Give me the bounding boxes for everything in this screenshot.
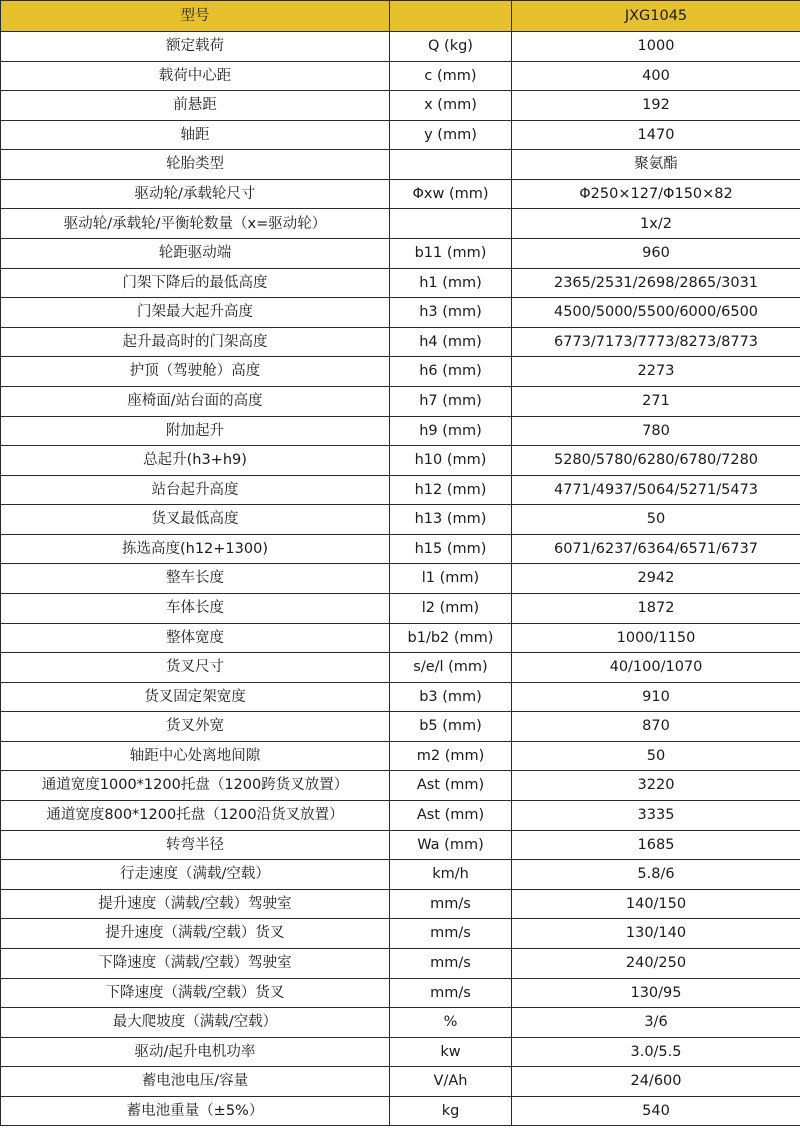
spec-name-cell: 下降速度（满载/空载）货叉: [1, 978, 390, 1008]
spec-unit-cell: [390, 150, 512, 180]
spec-value-cell: 140/150: [512, 889, 800, 919]
spec-unit-cell: mm/s: [390, 948, 512, 978]
spec-value-cell: 1685: [512, 830, 800, 860]
spec-name-cell: 提升速度（满载/空载）驾驶室: [1, 889, 390, 919]
header-model-value: JXG1045: [512, 1, 800, 32]
spec-value-cell: 960: [512, 239, 800, 269]
table-row: [1, 741, 800, 771]
table-row: [1, 32, 800, 62]
spec-unit-cell: m2 (mm): [390, 741, 512, 771]
spec-unit-cell: h7 (mm): [390, 386, 512, 416]
spec-name-cell: 轮距驱动端: [1, 239, 390, 269]
spec-value-cell: 271: [512, 386, 800, 416]
table-row: [1, 593, 800, 623]
spec-value-cell: 6071/6237/6364/6571/6737: [512, 534, 800, 564]
spec-unit-cell: mm/s: [390, 978, 512, 1008]
spec-name-cell: 护顶（驾驶舱）高度: [1, 357, 390, 387]
spec-unit-cell: c (mm): [390, 61, 512, 91]
table-row: [1, 150, 800, 180]
spec-value-cell: 870: [512, 712, 800, 742]
spec-unit-cell: l2 (mm): [390, 593, 512, 623]
table-row: [1, 771, 800, 801]
spec-unit-cell: h4 (mm): [390, 327, 512, 357]
spec-name-cell: 蓄电池重量（±5%）: [1, 1096, 390, 1126]
table-row: [1, 268, 800, 298]
spec-unit-cell: kg: [390, 1096, 512, 1126]
table-row: [1, 357, 800, 387]
spec-unit-cell: km/h: [390, 860, 512, 890]
spec-name-cell: 驱动轮/承载轮/平衡轮数量（x=驱动轮）: [1, 209, 390, 239]
spec-name-cell: 最大爬坡度（满载/空载）: [1, 1008, 390, 1038]
spec-unit-cell: l1 (mm): [390, 564, 512, 594]
table-row: [1, 327, 800, 357]
spec-unit-cell: Q (kg): [390, 32, 512, 62]
spec-name-cell: 整体宽度: [1, 623, 390, 653]
spec-value-cell: 2942: [512, 564, 800, 594]
spec-unit-cell: V/Ah: [390, 1067, 512, 1097]
spec-name-cell: 驱动/起升电机功率: [1, 1037, 390, 1067]
spec-value-cell: 540: [512, 1096, 800, 1126]
spec-name-cell: 驱动轮/承载轮尺寸: [1, 179, 390, 209]
spec-name-cell: 蓄电池电压/容量: [1, 1067, 390, 1097]
spec-unit-cell: Wa (mm): [390, 830, 512, 860]
spec-unit-cell: %: [390, 1008, 512, 1038]
spec-unit-cell: mm/s: [390, 919, 512, 949]
header-model-label: 型号: [1, 1, 390, 32]
spec-unit-cell: b3 (mm): [390, 682, 512, 712]
spec-value-cell: 3/6: [512, 1008, 800, 1038]
spec-name-cell: 座椅面/站台面的高度: [1, 386, 390, 416]
spec-value-cell: 5280/5780/6280/6780/7280: [512, 446, 800, 476]
spec-value-cell: 聚氨酯: [512, 150, 800, 180]
spec-name-cell: 门架最大起升高度: [1, 298, 390, 328]
table-row: [1, 475, 800, 505]
spec-value-cell: 24/600: [512, 1067, 800, 1097]
table-row: [1, 505, 800, 535]
table-row: [1, 298, 800, 328]
table-row: [1, 386, 800, 416]
spec-value-cell: 3220: [512, 771, 800, 801]
spec-value-cell: 780: [512, 416, 800, 446]
spec-name-cell: 行走速度（满载/空载）: [1, 860, 390, 890]
spec-unit-cell: kw: [390, 1037, 512, 1067]
spec-name-cell: 货叉尺寸: [1, 653, 390, 683]
spec-value-cell: 3.0/5.5: [512, 1037, 800, 1067]
table-row: [1, 830, 800, 860]
table-row: [1, 179, 800, 209]
table-row: [1, 1037, 800, 1067]
spec-name-cell: 总起升(h3+h9): [1, 446, 390, 476]
spec-value-cell: 2365/2531/2698/2865/3031: [512, 268, 800, 298]
spec-value-cell: 1x/2: [512, 209, 800, 239]
spec-name-cell: 货叉最低高度: [1, 505, 390, 535]
spec-unit-cell: h9 (mm): [390, 416, 512, 446]
spec-name-cell: 整车长度: [1, 564, 390, 594]
spec-name-cell: 提升速度（满载/空载）货叉: [1, 919, 390, 949]
spec-name-cell: 货叉固定架宽度: [1, 682, 390, 712]
spec-unit-cell: h1 (mm): [390, 268, 512, 298]
spec-unit-cell: h6 (mm): [390, 357, 512, 387]
table-row: [1, 564, 800, 594]
spec-unit-cell: h3 (mm): [390, 298, 512, 328]
spec-name-cell: 拣选高度(h12+1300): [1, 534, 390, 564]
spec-name-cell: 附加起升: [1, 416, 390, 446]
spec-name-cell: 额定载荷: [1, 32, 390, 62]
spec-unit-cell: Ast (mm): [390, 801, 512, 831]
spec-unit-cell: h12 (mm): [390, 475, 512, 505]
table-row: [1, 120, 800, 150]
table-row: [1, 534, 800, 564]
spec-name-cell: 载荷中心距: [1, 61, 390, 91]
spec-name-cell: 货叉外宽: [1, 712, 390, 742]
spec-unit-cell: h15 (mm): [390, 534, 512, 564]
table-row: [1, 948, 800, 978]
spec-value-cell: 400: [512, 61, 800, 91]
header-row: [1, 1, 800, 32]
spec-name-cell: 转弯半径: [1, 830, 390, 860]
table-row: [1, 978, 800, 1008]
spec-unit-cell: b1/b2 (mm): [390, 623, 512, 653]
spec-value-cell: 192: [512, 91, 800, 121]
spec-unit-cell: Φxw (mm): [390, 179, 512, 209]
spec-unit-cell: b11 (mm): [390, 239, 512, 269]
spec-unit-cell: Ast (mm): [390, 771, 512, 801]
spec-value-cell: 40/100/1070: [512, 653, 800, 683]
spec-name-cell: 通道宽度1000*1200托盘（1200跨货叉放置）: [1, 771, 390, 801]
table-row: [1, 682, 800, 712]
spec-name-cell: 轮胎类型: [1, 150, 390, 180]
table-row: [1, 416, 800, 446]
table-row: [1, 712, 800, 742]
spec-value-cell: 130/95: [512, 978, 800, 1008]
spec-unit-cell: mm/s: [390, 889, 512, 919]
table-row: [1, 653, 800, 683]
table-row: [1, 623, 800, 653]
spec-unit-cell: h10 (mm): [390, 446, 512, 476]
table-row: [1, 889, 800, 919]
header-unit-cell: [390, 1, 512, 32]
spec-name-cell: 门架下降后的最低高度: [1, 268, 390, 298]
table-row: [1, 446, 800, 476]
spec-value-cell: 4500/5000/5500/6000/6500: [512, 298, 800, 328]
table-row: [1, 801, 800, 831]
spec-value-cell: 1000/1150: [512, 623, 800, 653]
spec-unit-cell: x (mm): [390, 91, 512, 121]
spec-name-cell: 车体长度: [1, 593, 390, 623]
table-row: [1, 860, 800, 890]
spec-unit-cell: [390, 209, 512, 239]
spec-value-cell: 50: [512, 505, 800, 535]
spec-unit-cell: h13 (mm): [390, 505, 512, 535]
table-row: [1, 61, 800, 91]
spec-name-cell: 轴距中心处离地间隙: [1, 741, 390, 771]
table-row: [1, 239, 800, 269]
spec-value-cell: Φ250×127/Φ150×82: [512, 179, 800, 209]
spec-value-cell: 3335: [512, 801, 800, 831]
spec-table-body: [1, 32, 800, 1126]
spec-unit-cell: b5 (mm): [390, 712, 512, 742]
spec-unit-cell: s/e/l (mm): [390, 653, 512, 683]
spec-name-cell: 起升最高时的门架高度: [1, 327, 390, 357]
spec-value-cell: 130/140: [512, 919, 800, 949]
spec-name-cell: 通道宽度800*1200托盘（1200沿货叉放置）: [1, 801, 390, 831]
spec-unit-cell: y (mm): [390, 120, 512, 150]
spec-value-cell: 6773/7173/7773/8273/8773: [512, 327, 800, 357]
table-row: [1, 1096, 800, 1126]
table-row: [1, 91, 800, 121]
spec-value-cell: 1872: [512, 593, 800, 623]
spec-value-cell: 1470: [512, 120, 800, 150]
spec-name-cell: 前悬距: [1, 91, 390, 121]
spec-name-cell: 下降速度（满载/空载）驾驶室: [1, 948, 390, 978]
spec-value-cell: 240/250: [512, 948, 800, 978]
table-row: [1, 919, 800, 949]
spec-name-cell: 轴距: [1, 120, 390, 150]
spec-value-cell: 2273: [512, 357, 800, 387]
table-row: [1, 1008, 800, 1038]
spec-value-cell: 50: [512, 741, 800, 771]
spec-value-cell: 4771/4937/5064/5271/5473: [512, 475, 800, 505]
spec-value-cell: 1000: [512, 32, 800, 62]
spec-value-cell: 5.8/6: [512, 860, 800, 890]
spec-name-cell: 站台起升高度: [1, 475, 390, 505]
spec-table-header: [1, 1, 800, 32]
table-row: [1, 209, 800, 239]
spec-value-cell: 910: [512, 682, 800, 712]
table-row: [1, 1067, 800, 1097]
